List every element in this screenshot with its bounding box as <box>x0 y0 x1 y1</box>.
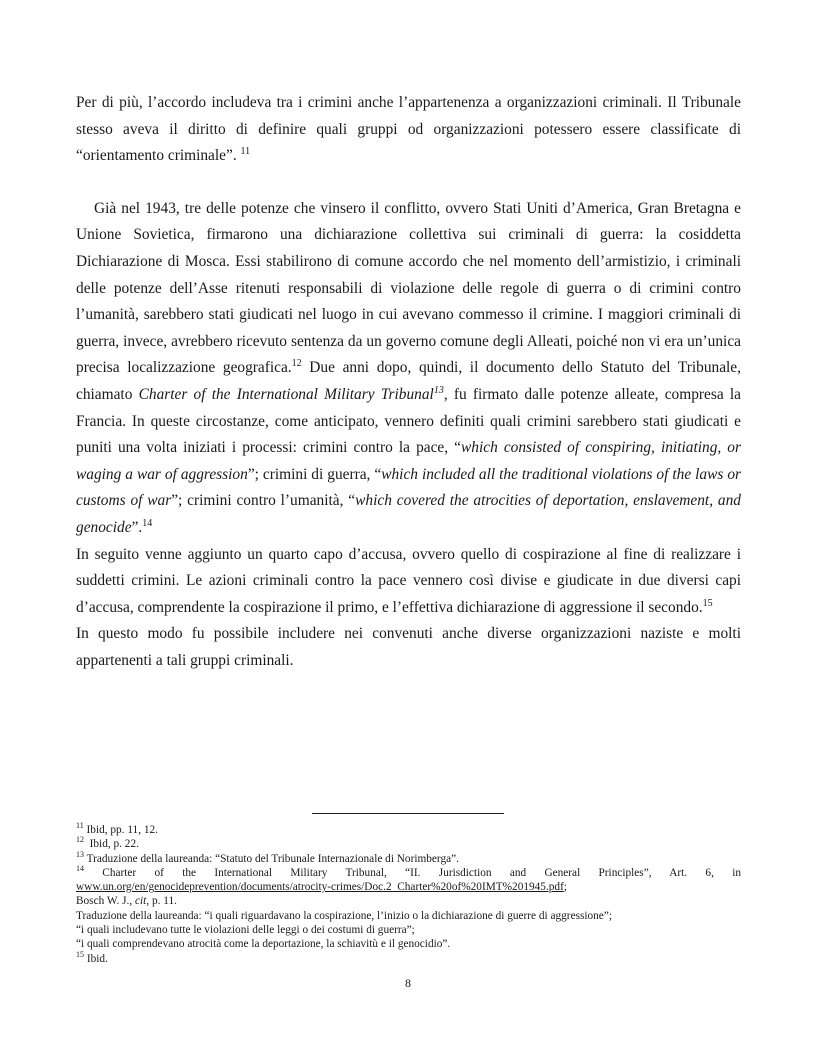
footnote-ref-15[interactable]: 15 <box>702 597 713 609</box>
footnote-14-translation-3: “i quali comprendevano atrocità come la deportazione, la schiavitù e il genocidio”. <box>76 938 451 951</box>
footnote-13: $^{13}$ Traduzione della laureanda: “Statuto del Tribunale Internazionale di Norimberga”. <box>76 849 459 865</box>
footnote-14: $^{14}$ Charter of the International Military Tribunal, “II. Jurisdiction and General Principles”, Art. 6, in www.un.org/en/genocideprevention/documents/atrocity-crimes/Doc.2_Charter%20of%20IMT%201945.pdf; <box>76 864 741 894</box>
footnote-separator <box>312 813 504 814</box>
page-number: 8 <box>405 976 411 990</box>
paragraph-1 <box>76 90 741 170</box>
footnote-ref-14[interactable]: 14 <box>142 517 153 529</box>
un-charter-link[interactable]: www.un.org/en/genocideprevention/documents/atrocity-crimes/Doc.2_Charter%20of%20IMT%201945.pdf <box>76 881 564 894</box>
paragraph-3: In seguito venne aggiunto un quarto capo d’accusa, ovvero quello di cospirazione al fine di realizzare i suddetti crimini. Le azioni criminali contro la pace vennero così divise e giudicate in due diversi capi d’accusa, comprendente la cospirazione il primo, e l’effettiva dichiarazione di aggressione il secondo.$^{15}$ <box>76 545 741 616</box>
footnote-12: $^{12}$ Ibid, p. 22. <box>76 835 139 851</box>
paragraph-4: In questo modo fu possibile includere nei convenuti anche diverse organizzazioni naziste e molti appartenenti a tali gruppi criminali. <box>76 625 741 669</box>
quote-crimes-against-humanity: which covered the atrocities of deportation, enslavement, and genocide <box>76 492 741 536</box>
paragraph-1-text: Per di più, l’accordo includeva tra i crimini anche l’appartenenza a organizzazioni criminali. Il Tribunale stesso aveva il diritto di definire quali gruppi od organizzazioni potessero essere classificate di “orientamento criminale”. <box>76 94 741 165</box>
footnote-11: $^{11}$ Ibid, pp. 11, 12. <box>76 821 158 836</box>
charter-title: Charter of the International Military Tribunal <box>138 385 434 403</box>
footnotes <box>76 823 741 966</box>
document-page-body <box>76 90 741 674</box>
quote-war-crimes: which included all the traditional violations of the laws or customs of war <box>76 465 742 510</box>
footnote-15: $^{15}$ Ibid. <box>76 949 108 965</box>
footnote-ref-12[interactable]: 12 <box>291 358 302 370</box>
footnote-ref-13[interactable]: 13 <box>433 384 444 396</box>
footnote-14-translation-1: Traduzione della laureanda: “i quali riguardavano la cospirazione, l’inizio o la dichiarazione di guerre di aggressione”; <box>76 909 612 922</box>
footnote-14-translation-2: “i quali includevano tutte le violazioni delle leggi o dei costumi di guerra”; <box>76 924 415 937</box>
footnote-ref-11[interactable]: 11 <box>240 146 251 158</box>
quote-crimes-against-peace: which consisted of conspiring, initiating, or waging a war of aggression <box>76 439 741 483</box>
paragraph-2: Già nel 1943, tre delle potenze che vinsero il conflitto, ovvero Stati Uniti d’America, Gran Bretagna e Unione Sovietica, firmarono una dichiarazione collettiva sui criminali di guerra: la cosiddetta Dichiarazione di Mosca. Essi stabilirono di comune accordo che nel momento dell’armistizio, i criminali delle potenze dell’Asse ritenuti responsabili di violazione delle regole di guerra o di crimini contro l’umanità, sarebbero stati giudicati nel luogo in cui avevano commesso il crimine. I maggiori criminali di guerra, invece, avrebbero ricevuto sentenza da un governo comune degli Alleati, poiché non vi era un’unica precisa localizzazione geografica.$^{12}$ Due anni dopo, quindi, il documento dello Statuto del Tribunale, chiamato Charter of the International Military Tribunal$^{13}$, fu firmato dalle potenze alleate, compresa la Francia. In queste circostanze, come anticipato, vennero definiti quali crimini sarebbero stati giudicati e puniti una volta iniziati i processi: crimini contro la pace, “which consisted of conspiring, initiating, or waging a war of aggression”; crimini di guerra, “which included all the traditional violations of the laws or customs of war”; crimini contro l’umanità, “which covered the atrocities of deportation, enslavement, and genocide”.$^{14}$ <box>76 199 742 536</box>
footnote-14-bosch: Bosch W. J., cit, p. 11. <box>76 895 177 908</box>
